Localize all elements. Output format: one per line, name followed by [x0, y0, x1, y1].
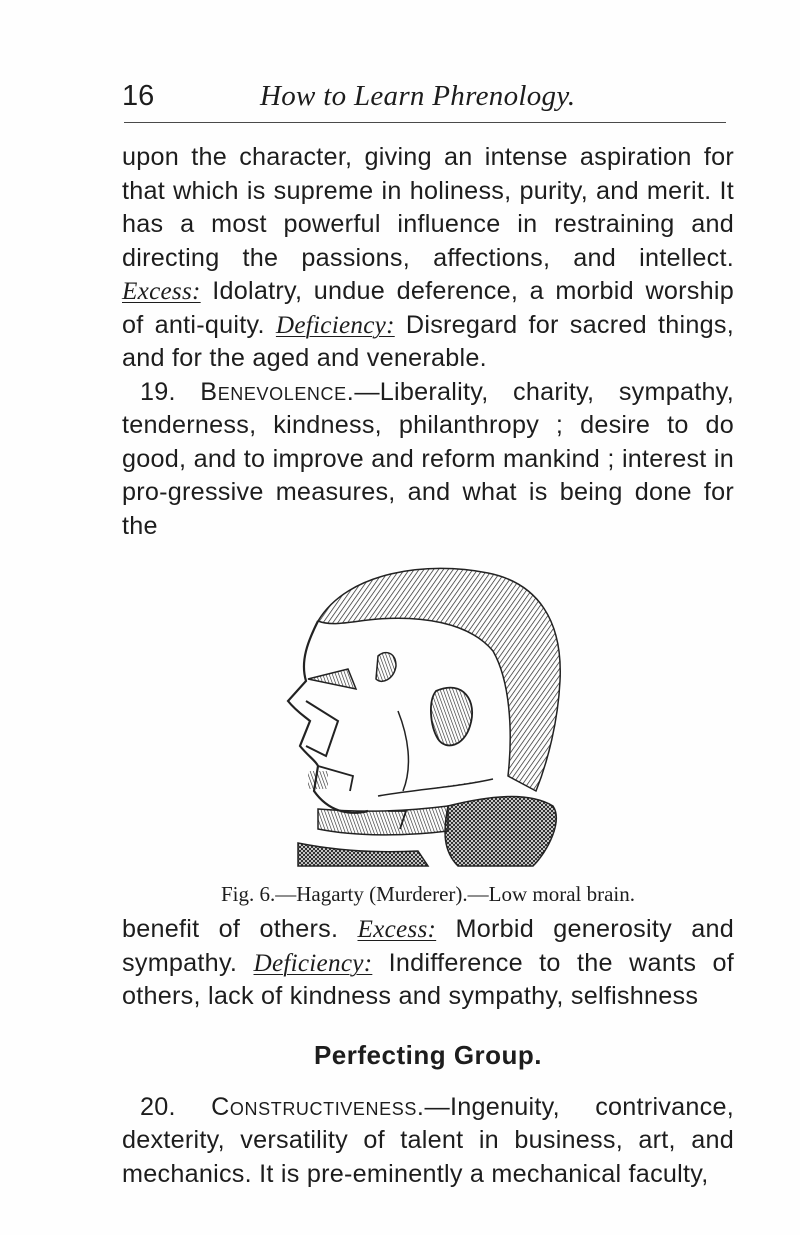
book-page [122, 80, 734, 1191]
running-header [122, 80, 734, 122]
paragraph-text: —Ingenuity, contrivance, dexterity, versatility of talent in business, art, and mechanics. It is pre-eminently a mechanical faculty, [122, 1092, 734, 1188]
faculty-name: Benevolence. [200, 377, 355, 406]
excess-label: Excess: [357, 916, 437, 943]
head-engraving-illustration [278, 561, 574, 873]
faculty-number: 19. [140, 377, 176, 406]
deficiency-label: Deficiency: [275, 311, 395, 339]
section-heading: Perfecting Group. [313, 1039, 543, 1070]
excess-label: Excess: [122, 278, 201, 305]
faculty-number: 20. [140, 1092, 176, 1121]
header-rule [124, 122, 726, 123]
paragraph-text: Disregard for sacred things, and for the aged and venerable. [122, 310, 735, 372]
paragraph-text: Morbid generosity and sympathy. [122, 915, 735, 977]
paragraph-text: benefit of others. [122, 915, 339, 943]
paragraph-benevolence-continued [122, 913, 734, 1014]
paragraph-text: Indifference to the wants of others, lack of kindness and sympathy, selfishness [122, 948, 735, 1010]
deficiency-label: Deficiency: [253, 949, 373, 977]
faculty-name: Constructiveness. [211, 1092, 425, 1121]
paragraph-text: —Liberality, charity, sympathy, tenderness, kindness, philanthropy ; desire to do good, and to improve and reform mankind ; interest in pro-gressive measures, and what is being done for the [122, 377, 734, 540]
figure-caption: Fig. 6.—Hagarty (Murderer).—Low moral brain. [220, 882, 636, 906]
paragraph-constructiveness [122, 1091, 734, 1192]
figure-hagarty-head [122, 561, 734, 873]
running-title: How to Learn Phrenology. [260, 80, 576, 112]
paragraph-text: upon the character, giving an intense aspiration for that which is supreme in holiness, purity, and merit. It has a most powerful influence in restraining and directing the passions, affections, and intellect. [122, 143, 734, 272]
paragraph-veneration-continued [122, 141, 734, 376]
paragraph-benevolence [122, 376, 734, 544]
paragraph-text: Idolatry, undue deference, a morbid worship of anti-quity. [122, 277, 734, 339]
page-number: 16 [122, 80, 155, 112]
